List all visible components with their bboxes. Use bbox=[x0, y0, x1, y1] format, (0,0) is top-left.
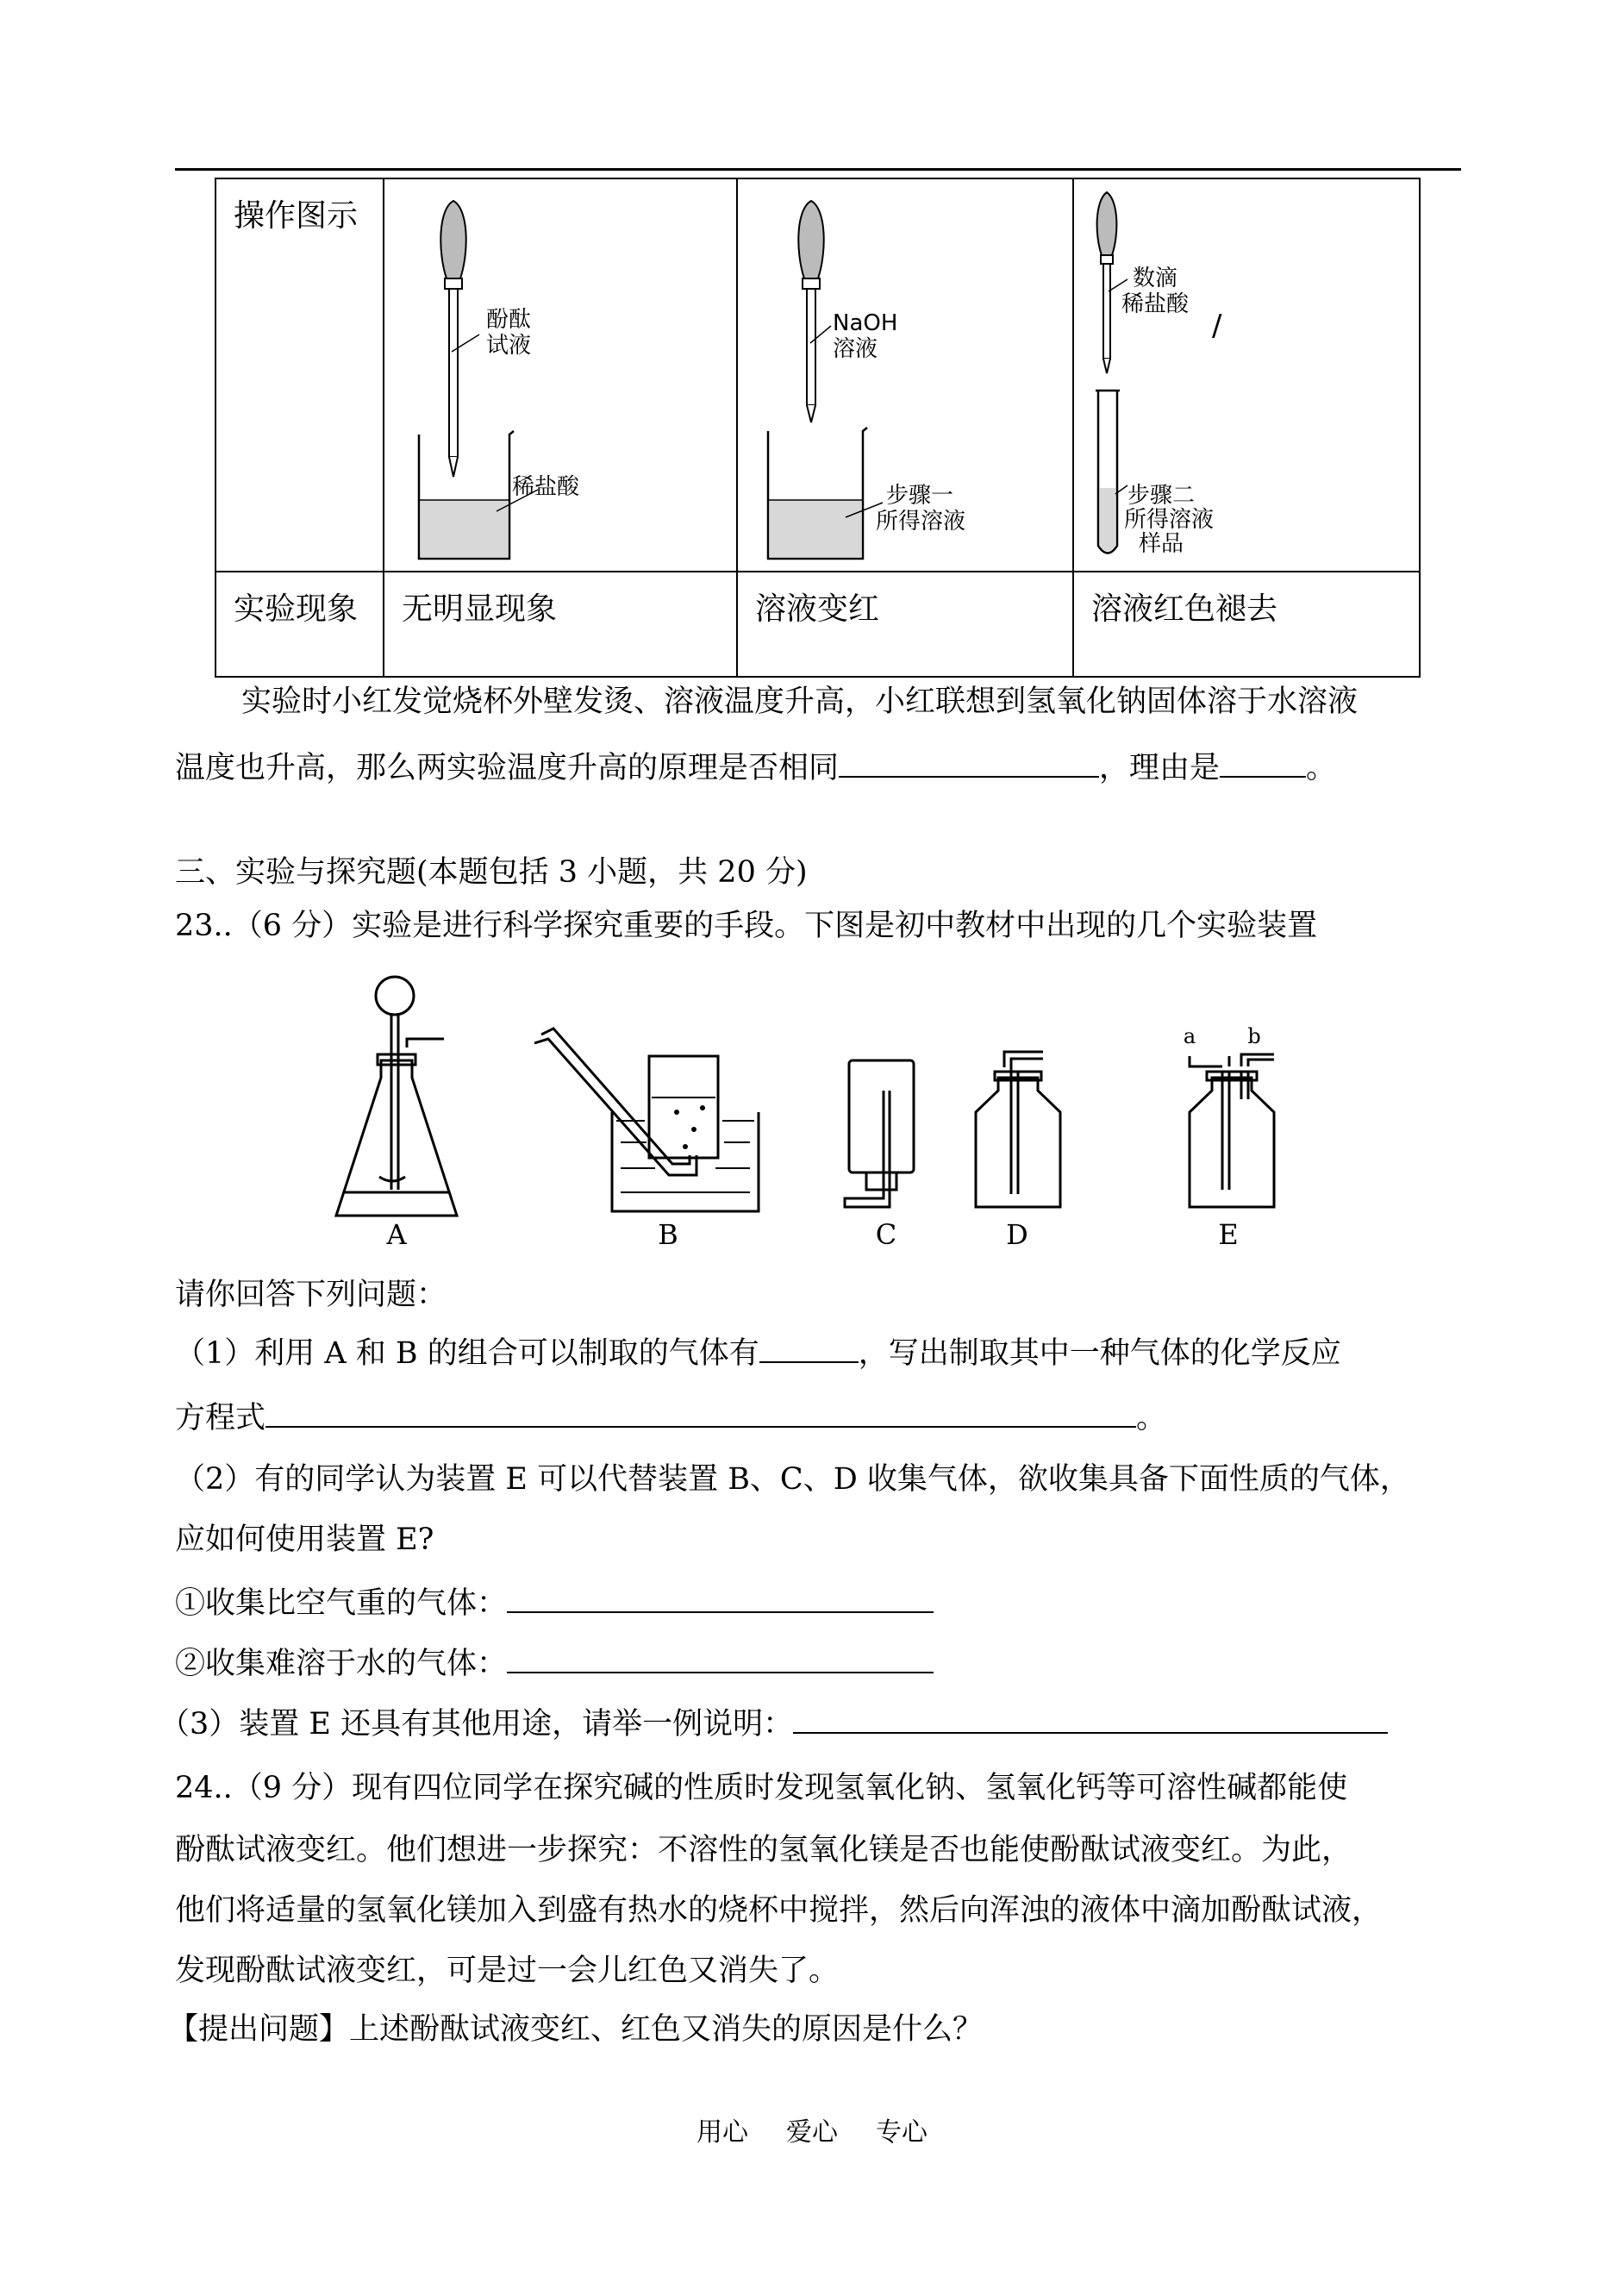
observation-1: 无明显现象 bbox=[402, 591, 558, 627]
observation-2: 溶液变红 bbox=[755, 591, 880, 627]
tube-label-line2: 所得溶液 bbox=[1124, 507, 1215, 533]
answer-blank-same[interactable] bbox=[839, 747, 1099, 778]
tube-label-line3: 样品 bbox=[1139, 531, 1184, 557]
dropper-label-line2: 试液 bbox=[486, 333, 532, 359]
beaker-label-line1: 步骤一 bbox=[886, 483, 954, 509]
answer-blank-equation[interactable] bbox=[265, 1397, 1136, 1428]
figure-cell-1 bbox=[384, 178, 737, 572]
answer-blank-reason[interactable] bbox=[1220, 747, 1306, 778]
paragraph-line-2: 温度也升高，那么两实验温度升高的原理是否相同 ，理由是 。 bbox=[175, 747, 1336, 789]
label-c: C bbox=[875, 1218, 897, 1246]
question-23-prompt: 请你回答下列问题： bbox=[175, 1278, 447, 1312]
header-rule bbox=[175, 168, 1461, 171]
label-e: E bbox=[1218, 1218, 1239, 1246]
question-23-part1-line2: 方程式 。 bbox=[175, 1397, 1166, 1439]
question-23-part2-line2: 应如何使用装置 E? bbox=[175, 1523, 434, 1557]
paragraph-line-1: 实验时小红发觉烧杯外壁发烫、溶液温度升高，小红联想到氢氧化钠固体溶于水溶液 bbox=[241, 685, 1359, 719]
answer-blank-other-use[interactable] bbox=[793, 1703, 1388, 1734]
question-23-part2-ii: ②收集难溶于水的气体： bbox=[175, 1642, 934, 1685]
label-e-port-a: a bbox=[1183, 1024, 1196, 1048]
question-23-part3: （3）装置 E 还具有其他用途，请举一例说明： bbox=[159, 1703, 1388, 1745]
question-23-part2-line1: （2）有的同学认为装置 E 可以代替装置 B、C、D 收集气体，欲收集具备下面性质的气体， bbox=[175, 1462, 1410, 1497]
page-footer: 用心 爱心 专心 bbox=[696, 2117, 928, 2148]
beaker-label-line2: 所得溶液 bbox=[876, 509, 966, 535]
question-24-line1: 24..（9 分）现有四位同学在探究碱的性质时发现氢氧化钠、氢氧化钙等可溶性碱都能使 bbox=[175, 1771, 1348, 1805]
label-a: A bbox=[386, 1218, 407, 1246]
answer-blank-heavier[interactable] bbox=[507, 1582, 934, 1613]
label-b: B bbox=[658, 1218, 678, 1246]
dropper-label-line2: 稀盐酸 bbox=[1121, 291, 1190, 317]
figure-cell-2 bbox=[737, 178, 1073, 572]
dropper-label-line1: NaOH bbox=[833, 310, 898, 336]
question-23-part2-i: ①收集比空气重的气体： bbox=[175, 1582, 934, 1624]
beaker-label: 稀盐酸 bbox=[512, 474, 580, 500]
question-24-line3: 他们将适量的氢氧化镁加入到盛有热水的烧杯中搅拌，然后向浑浊的液体中滴加酚酞试液， bbox=[175, 1893, 1383, 1928]
row-header-diagram: 操作图示 bbox=[215, 178, 384, 572]
question-23-part1-line1: （1）利用 A 和 B 的组合可以制取的气体有 ，写出制取其中一种气体的化学反应 bbox=[175, 1332, 1341, 1374]
dropper-label-line1: 数滴 bbox=[1133, 266, 1178, 291]
label-e-port-b: b bbox=[1247, 1024, 1261, 1048]
observation-3: 溶液红色褪去 bbox=[1091, 591, 1278, 627]
dropper-label-line1: 酚酞 bbox=[486, 307, 532, 333]
label-d: D bbox=[1006, 1218, 1028, 1246]
dropper-beaker-illustration-1 bbox=[384, 179, 734, 567]
figure-cell-3 bbox=[1073, 178, 1420, 572]
question-24-line5: 【提出问题】上述酚酞试液变红、红色又消失的原因是什么？ bbox=[168, 2012, 984, 2047]
row-header-observation: 实验现象 bbox=[215, 572, 384, 677]
question-24-line2: 酚酞试液变红。他们想进一步探究：不溶性的氢氧化镁是否也能使酚酞试液变红。为此， bbox=[175, 1833, 1352, 1867]
slash-mark: / bbox=[1212, 309, 1222, 343]
question-24-line4: 发现酚酞试液变红，可是过一会儿红色又消失了。 bbox=[175, 1954, 840, 1988]
dropper-label-line2: 溶液 bbox=[833, 336, 878, 362]
operation-table bbox=[215, 178, 1421, 678]
apparatus-diagram bbox=[328, 970, 1293, 1246]
question-23-intro: 23..（6 分）实验是进行科学探究重要的手段。下图是初中教材中出现的几个实验装置 bbox=[175, 909, 1318, 943]
answer-blank-gas[interactable] bbox=[759, 1332, 859, 1363]
tube-label-line1: 步骤二 bbox=[1127, 483, 1196, 509]
section-heading: 三、实验与探究题(本题包括 3 小题，共 20 分) bbox=[175, 855, 808, 890]
answer-blank-insoluble[interactable] bbox=[507, 1642, 934, 1673]
